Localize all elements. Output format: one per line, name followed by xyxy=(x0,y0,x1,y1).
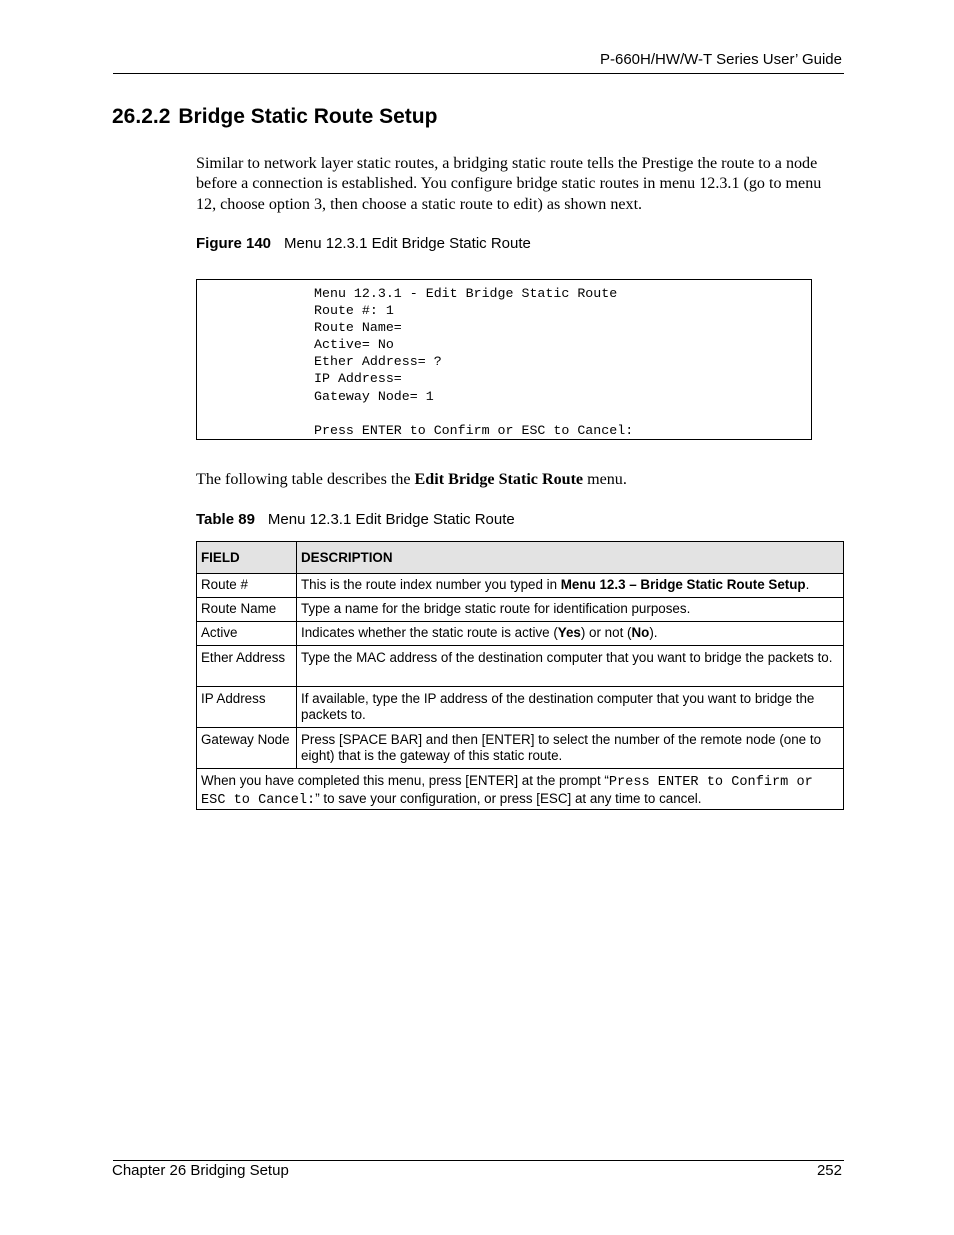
desc-bold: No xyxy=(631,625,650,640)
note-text: When you have completed this menu, press [ENTER] at the prompt “ xyxy=(201,773,609,788)
note-cell xyxy=(197,769,844,810)
table-intro-sentence xyxy=(196,471,627,489)
table-row xyxy=(197,622,844,646)
table-label: Table 89 xyxy=(196,511,255,528)
table-row xyxy=(197,687,844,728)
desc-text: ) or not ( xyxy=(580,625,632,640)
description-cell xyxy=(297,622,844,646)
table-caption-text: Menu 12.3.1 Edit Bridge Static Route xyxy=(267,511,515,528)
menu-screen-figure xyxy=(196,279,812,440)
table-caption xyxy=(196,511,515,528)
table-header-row xyxy=(197,542,844,574)
description-cell: If available, type the IP address of the destination computer that you want to bridge the packets to. xyxy=(297,687,844,728)
description-cell: Type a name for the bridge static route for identification purposes. xyxy=(297,598,844,622)
sentence-text: The following table describes the xyxy=(196,471,415,488)
field-cell: Active xyxy=(197,622,297,646)
field-description-table xyxy=(196,541,844,810)
footer-rule xyxy=(113,1160,844,1161)
intro-paragraph: Similar to network layer static routes, a bridging static route tells the Prestige the route to a node before a connection is established. You configure bridge static routes in menu 12.3.1 (go to menu 12, choose option 3, then choose a static route to edit) as shown next. xyxy=(196,155,822,213)
desc-text: ). xyxy=(649,625,658,640)
description-cell: Type the MAC address of the destination computer that you want to bridge the packets to. xyxy=(297,646,844,687)
figure-caption xyxy=(196,235,531,252)
description-cell: Press [SPACE BAR] and then [ENTER] to select the number of the remote node (one to eight) that is the gateway of this static route. xyxy=(297,728,844,769)
header-title: P-660H/HW/W-T Series User’ Guide xyxy=(599,51,842,68)
header-description: DESCRIPTION xyxy=(297,542,844,574)
menu-line: IP Address= xyxy=(314,371,402,387)
desc-bold: Menu 12.3 – Bridge Static Route Setup xyxy=(560,577,806,592)
menu-line: Route Name= xyxy=(314,320,402,336)
field-cell: Route Name xyxy=(197,598,297,622)
menu-line: Active= No xyxy=(314,337,394,353)
figure-caption-text: Menu 12.3.1 Edit Bridge Static Route xyxy=(284,235,531,252)
field-cell: IP Address xyxy=(197,687,297,728)
menu-name-bold: Edit Bridge Static Route xyxy=(414,471,584,488)
field-cell: Gateway Node xyxy=(197,728,297,769)
menu-line: Route #: 1 xyxy=(314,303,394,319)
description-cell xyxy=(297,574,844,598)
desc-text: This is the route index number you typed in xyxy=(301,577,561,592)
field-cell: Route # xyxy=(197,574,297,598)
figure-label: Figure 140 xyxy=(196,235,272,252)
section-heading xyxy=(112,105,437,129)
footer-page-number: 252 xyxy=(816,1162,842,1179)
desc-text: Indicates whether the static route is active ( xyxy=(301,625,558,640)
section-number: 26.2.2 xyxy=(112,105,171,128)
section-title: Bridge Static Route Setup xyxy=(178,105,438,128)
field-cell: Ether Address xyxy=(197,646,297,687)
note-text: ” to save your configuration, or press [ESC] at any time to cancel. xyxy=(315,790,702,806)
table-row xyxy=(197,646,844,687)
header-field: FIELD xyxy=(197,542,297,574)
desc-bold: Yes xyxy=(557,625,581,640)
menu-line: Ether Address= ? xyxy=(314,354,442,370)
menu-line: Menu 12.3.1 - Edit Bridge Static Route xyxy=(314,286,618,301)
note-prompt: Press ENTER to Confirm or ESC to Cancel: xyxy=(201,775,813,808)
table-row xyxy=(197,728,844,769)
sentence-text: menu. xyxy=(583,471,627,488)
desc-text: . xyxy=(805,577,810,592)
table-row xyxy=(197,574,844,598)
footer-chapter: Chapter 26 Bridging Setup xyxy=(112,1162,289,1179)
menu-line: Gateway Node= 1 xyxy=(314,388,434,404)
header-rule xyxy=(113,73,844,74)
table-row xyxy=(197,598,844,622)
table-note-row xyxy=(197,769,844,810)
menu-line: Press ENTER to Confirm or ESC to Cancel: xyxy=(314,422,634,438)
